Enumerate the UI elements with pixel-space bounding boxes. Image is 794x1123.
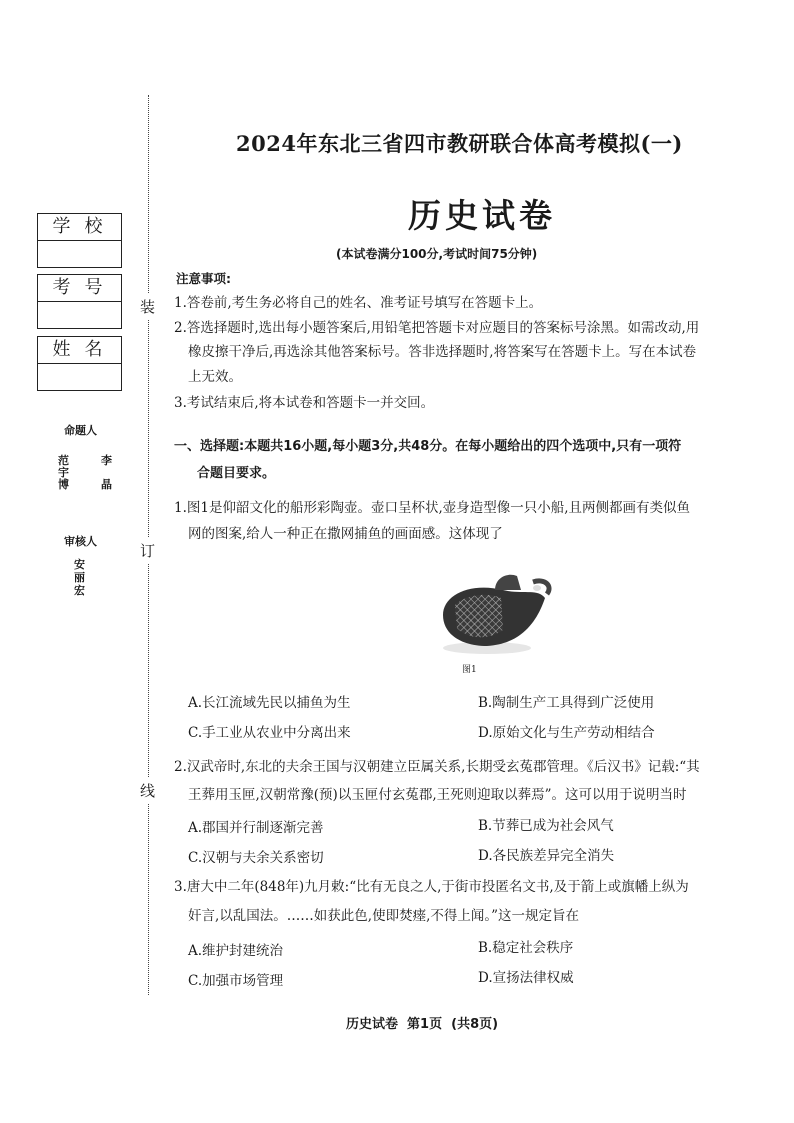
q2-stem-line1: 2.汉武帝时,东北的夫余王国与汉朝建立臣属关系,长期受玄菟郡管理。《后汉书》记载:“其 bbox=[174, 759, 700, 775]
bind-char-zhuang: 装 bbox=[140, 294, 155, 319]
q1-stem-line1: 1.图1是仰韶文化的船形彩陶壶。壶口呈杯状,壶身造型像一只小船,且两侧都画有类似鱼 bbox=[174, 500, 691, 516]
notes-heading: 注意事项: bbox=[176, 271, 231, 286]
q3-stem-line1: 3.唐大中二年(848年)九月敕:“比有无良之人,于街市投匿名文书,及于箭上或旗幡上纵为 bbox=[174, 879, 689, 895]
school-field[interactable] bbox=[38, 241, 121, 267]
subject-title: 历史试卷 bbox=[408, 196, 556, 235]
q1-option-a[interactable]: A.长江流域先民以捕鱼为生 bbox=[188, 695, 351, 711]
reviewer-title: 审核人 bbox=[64, 535, 97, 548]
name-box bbox=[37, 336, 122, 391]
page-footer: 历史试卷 第1页 (共8页) bbox=[346, 1017, 499, 1032]
q3-option-b[interactable]: B.稳定社会秩序 bbox=[478, 940, 574, 956]
section-heading-line1: 一、选择题:本题共16小题,每小题3分,共48分。在每小题给出的四个选项中,只有一项符 bbox=[174, 439, 682, 454]
note-line-2: 2.答选择题时,选出每小题答案后,用铅笔把答题卡对应题目的答案标号涂黑。如需改动,用 bbox=[174, 320, 700, 336]
q2-option-b[interactable]: B.节葬已成为社会风气 bbox=[478, 818, 614, 834]
setter-title: 命题人 bbox=[64, 424, 97, 437]
exam-id-field[interactable] bbox=[38, 302, 121, 328]
section-heading-line2: 合题目要求。 bbox=[197, 466, 276, 481]
exam-id-box bbox=[37, 274, 122, 329]
q2-option-a[interactable]: A.郡国并行制逐渐完善 bbox=[188, 820, 324, 836]
note-line-3: 橡皮擦干净后,再选涂其他答案标号。答非选择题时,将答案写在答题卡上。写在本试卷 bbox=[188, 344, 697, 360]
setter-name-col1: 范 宇 博 bbox=[58, 454, 69, 491]
q1-stem-line2: 网的图案,给人一种正在撒网捕鱼的画面感。这体现了 bbox=[188, 526, 503, 542]
exam-title: 2024年东北三省四市教研联合体高考模拟(一) bbox=[236, 131, 683, 156]
name-label: 姓名 bbox=[38, 337, 121, 364]
setter-name-col2: 李 晶 bbox=[101, 454, 112, 491]
q2-option-d[interactable]: D.各民族差异完全消失 bbox=[478, 848, 615, 864]
exam-subtitle: (本试卷满分100分,考试时间75分钟) bbox=[336, 247, 538, 261]
note-line-1: 1.答卷前,考生务必将自己的姓名、准考证号填写在答题卡上。 bbox=[174, 295, 543, 311]
bind-char-ding: 订 bbox=[140, 538, 155, 563]
q2-stem-line2: 王葬用玉匣,汉朝常豫(预)以玉匣付玄菟郡,王死则迎取以葬焉”。这可以用于说明当时 bbox=[188, 787, 687, 803]
q3-option-d[interactable]: D.宣扬法律权威 bbox=[478, 970, 574, 986]
q1-option-d[interactable]: D.原始文化与生产劳动相结合 bbox=[478, 725, 655, 741]
bind-char-xian: 线 bbox=[140, 778, 155, 803]
figure-1-caption: 图1 bbox=[462, 665, 477, 675]
q3-option-a[interactable]: A.维护封建统治 bbox=[188, 943, 284, 959]
q1-option-b[interactable]: B.陶制生产工具得到广泛使用 bbox=[478, 695, 655, 711]
name-field[interactable] bbox=[38, 364, 121, 390]
note-line-5: 3.考试结束后,将本试卷和答题卡一并交回。 bbox=[174, 395, 435, 411]
boat-shaped-pottery-pot-image bbox=[425, 560, 555, 660]
exam-id-label: 考号 bbox=[38, 275, 121, 302]
q3-option-c[interactable]: C.加强市场管理 bbox=[188, 973, 284, 989]
q3-stem-line2: 奸言,以乱国法。……如获此色,使即焚瘗,不得上闻。”这一规定旨在 bbox=[188, 908, 580, 924]
reviewer-name: 安 丽 宏 bbox=[74, 558, 85, 597]
school-label: 学校 bbox=[38, 214, 121, 241]
q1-option-c[interactable]: C.手工业从农业中分离出来 bbox=[188, 725, 351, 741]
q2-option-c[interactable]: C.汉朝与夫余关系密切 bbox=[188, 850, 324, 866]
note-line-4: 上无效。 bbox=[188, 369, 242, 385]
